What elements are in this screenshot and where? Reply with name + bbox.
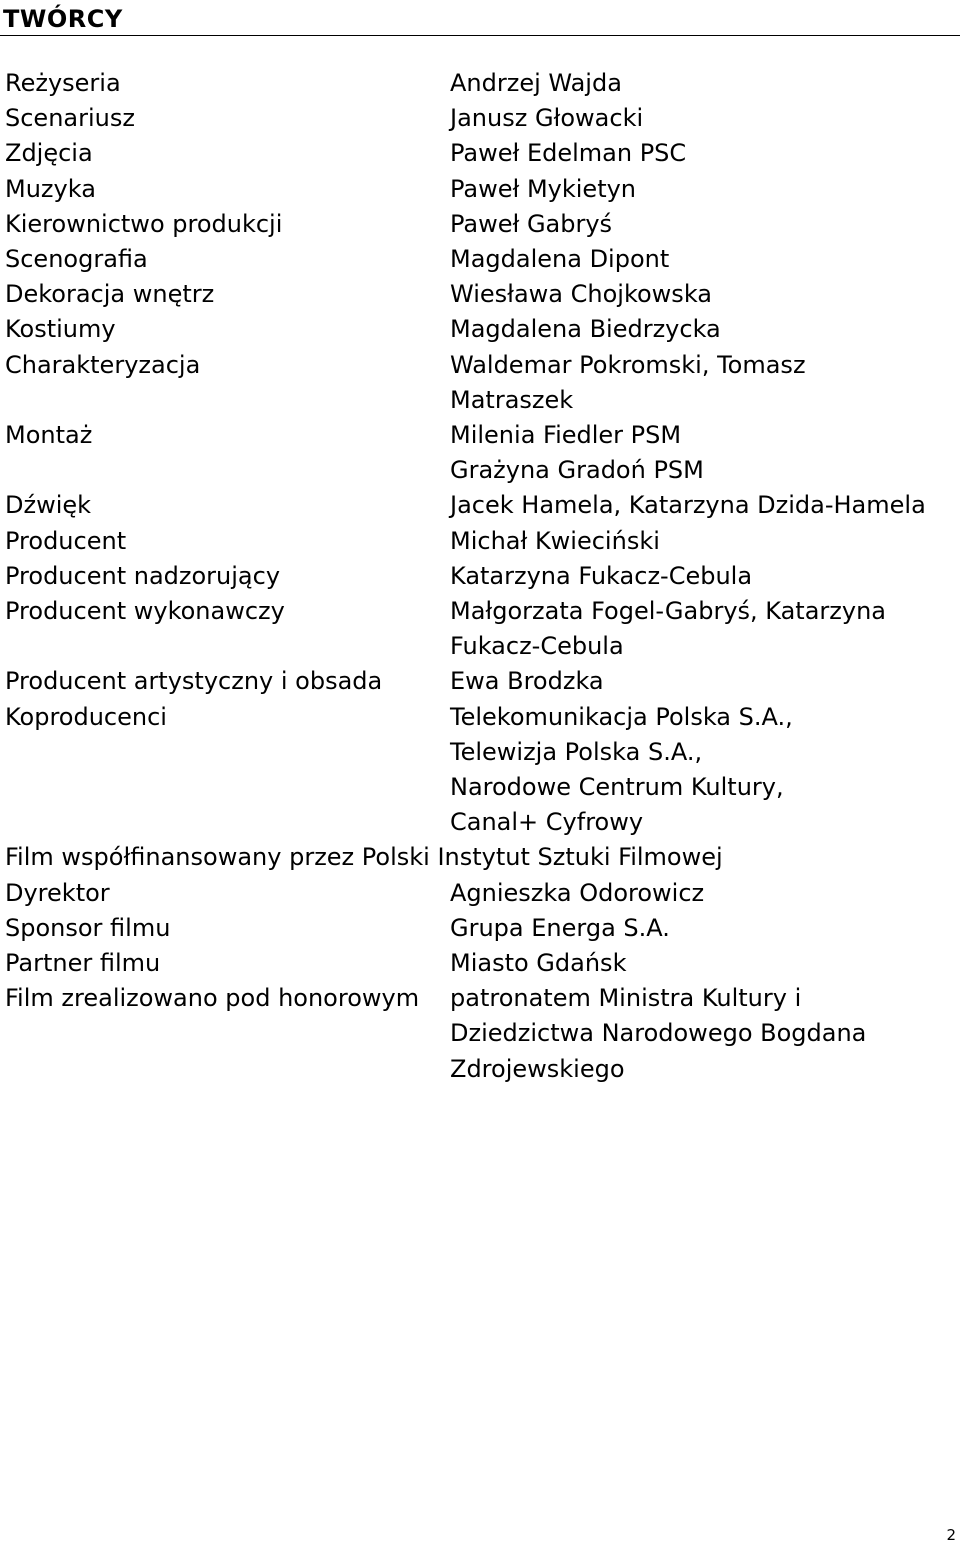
patronage-statement-line: Zdrojewskiego bbox=[450, 1054, 625, 1083]
credit-role: Koproducenci bbox=[5, 702, 167, 731]
credit-name: Grażyna Gradoń PSM bbox=[450, 456, 704, 485]
credits-list bbox=[5, 66, 960, 1087]
credit-row-producent bbox=[5, 524, 960, 559]
credit-name: Miasto Gdańsk bbox=[450, 949, 627, 978]
credit-name: Ewa Brodzka bbox=[450, 667, 604, 696]
credit-role: Producent wykonawczy bbox=[5, 597, 285, 626]
credit-name: Paweł Gabryś bbox=[450, 209, 613, 238]
credit-role: Zdjęcia bbox=[5, 139, 93, 168]
credit-row-producent-wykonawczy bbox=[5, 594, 960, 664]
credit-row-kostiumy bbox=[5, 312, 960, 347]
page-heading: TWÓRCY bbox=[3, 5, 123, 33]
credit-name: Michał Kwieciński bbox=[450, 526, 660, 555]
credit-name: Telekomunikacja Polska S.A., bbox=[450, 702, 793, 731]
credit-row-partner bbox=[5, 946, 960, 981]
heading-divider bbox=[0, 35, 960, 36]
credit-row-patronat bbox=[5, 981, 960, 1087]
credit-name: Waldemar Pokromski, Tomasz bbox=[450, 350, 806, 379]
credit-name: Narodowe Centrum Kultury, bbox=[450, 773, 784, 802]
credit-name: Grupa Energa S.A. bbox=[450, 913, 670, 942]
credit-role: Producent nadzorujący bbox=[5, 561, 281, 590]
credit-role: Producent bbox=[5, 526, 127, 555]
patronage-statement-line: patronatem Ministra Kultury i bbox=[450, 984, 802, 1013]
credit-row-zdjecia bbox=[5, 136, 960, 171]
credit-role: Scenariusz bbox=[5, 104, 135, 133]
credit-row-producent-nadzorujacy bbox=[5, 559, 960, 594]
credit-row-sponsor bbox=[5, 911, 960, 946]
credit-role: Dekoracja wnętrz bbox=[5, 280, 215, 309]
credit-role: Reżyseria bbox=[5, 69, 121, 97]
credit-role: Montaż bbox=[5, 421, 93, 450]
credit-name: Magdalena Biedrzycka bbox=[450, 315, 721, 344]
credit-row-dyrektor bbox=[5, 876, 960, 911]
credit-name: Małgorzata Fogel-Gabryś, Katarzyna bbox=[450, 597, 887, 626]
credit-role: Kierownictwo produkcji bbox=[5, 209, 283, 238]
credit-row-muzyka bbox=[5, 172, 960, 207]
credit-row-kierownictwo-produkcji bbox=[5, 207, 960, 242]
credit-name: Telewizja Polska S.A., bbox=[450, 737, 703, 766]
page-number: 2 bbox=[946, 1526, 956, 1544]
credit-name: Agnieszka Odorowicz bbox=[450, 878, 705, 907]
credit-name: Wiesława Chojkowska bbox=[450, 280, 712, 309]
credit-role: Kostiumy bbox=[5, 315, 116, 344]
credit-role: Scenografia bbox=[5, 245, 148, 274]
patronage-statement-start: Film zrealizowano pod honorowym bbox=[5, 984, 420, 1013]
credit-row-dzwiek bbox=[5, 488, 960, 523]
credit-name: Paweł Edelman PSC bbox=[450, 139, 687, 168]
credit-name: Janusz Głowacki bbox=[450, 104, 644, 133]
credit-row-montaz bbox=[5, 418, 960, 488]
credit-name: Jacek Hamela, Katarzyna Dzida-Hamela bbox=[450, 491, 926, 520]
credit-row-scenariusz bbox=[5, 101, 960, 136]
credit-role: Dyrektor bbox=[5, 878, 110, 907]
credit-name: Andrzej Wajda bbox=[450, 69, 622, 97]
credit-row-charakteryzacja bbox=[5, 348, 960, 418]
funding-statement: Film współfinansowany przez Polski Instytut Sztuki Filmowej bbox=[5, 843, 723, 872]
credit-row-producent-artystyczny bbox=[5, 664, 960, 699]
credit-row-rezyseria bbox=[5, 66, 960, 101]
credit-role: Producent artystyczny i obsada bbox=[5, 667, 383, 696]
credit-name: Milenia Fiedler PSM bbox=[450, 421, 682, 450]
credit-name: Katarzyna Fukacz-Cebula bbox=[450, 561, 753, 590]
patronage-statement-line: Dziedzictwa Narodowego Bogdana bbox=[450, 1019, 867, 1048]
credit-name: Paweł Mykietyn bbox=[450, 174, 637, 203]
credit-role: Dźwięk bbox=[5, 491, 92, 520]
credit-name-continued: Matraszek bbox=[450, 385, 574, 414]
credit-role: Charakteryzacja bbox=[5, 350, 201, 379]
credit-name-continued: Fukacz-Cebula bbox=[450, 632, 624, 661]
credit-role: Muzyka bbox=[5, 174, 96, 203]
credit-role: Partner filmu bbox=[5, 949, 161, 978]
credit-name: Canal+ Cyfrowy bbox=[450, 808, 644, 837]
credit-row-koproducenci bbox=[5, 700, 960, 841]
credit-row-scenografia bbox=[5, 242, 960, 277]
credit-name: Magdalena Dipont bbox=[450, 245, 670, 274]
credit-role: Sponsor filmu bbox=[5, 913, 171, 942]
credit-row-dekoracja-wnetrz bbox=[5, 277, 960, 312]
